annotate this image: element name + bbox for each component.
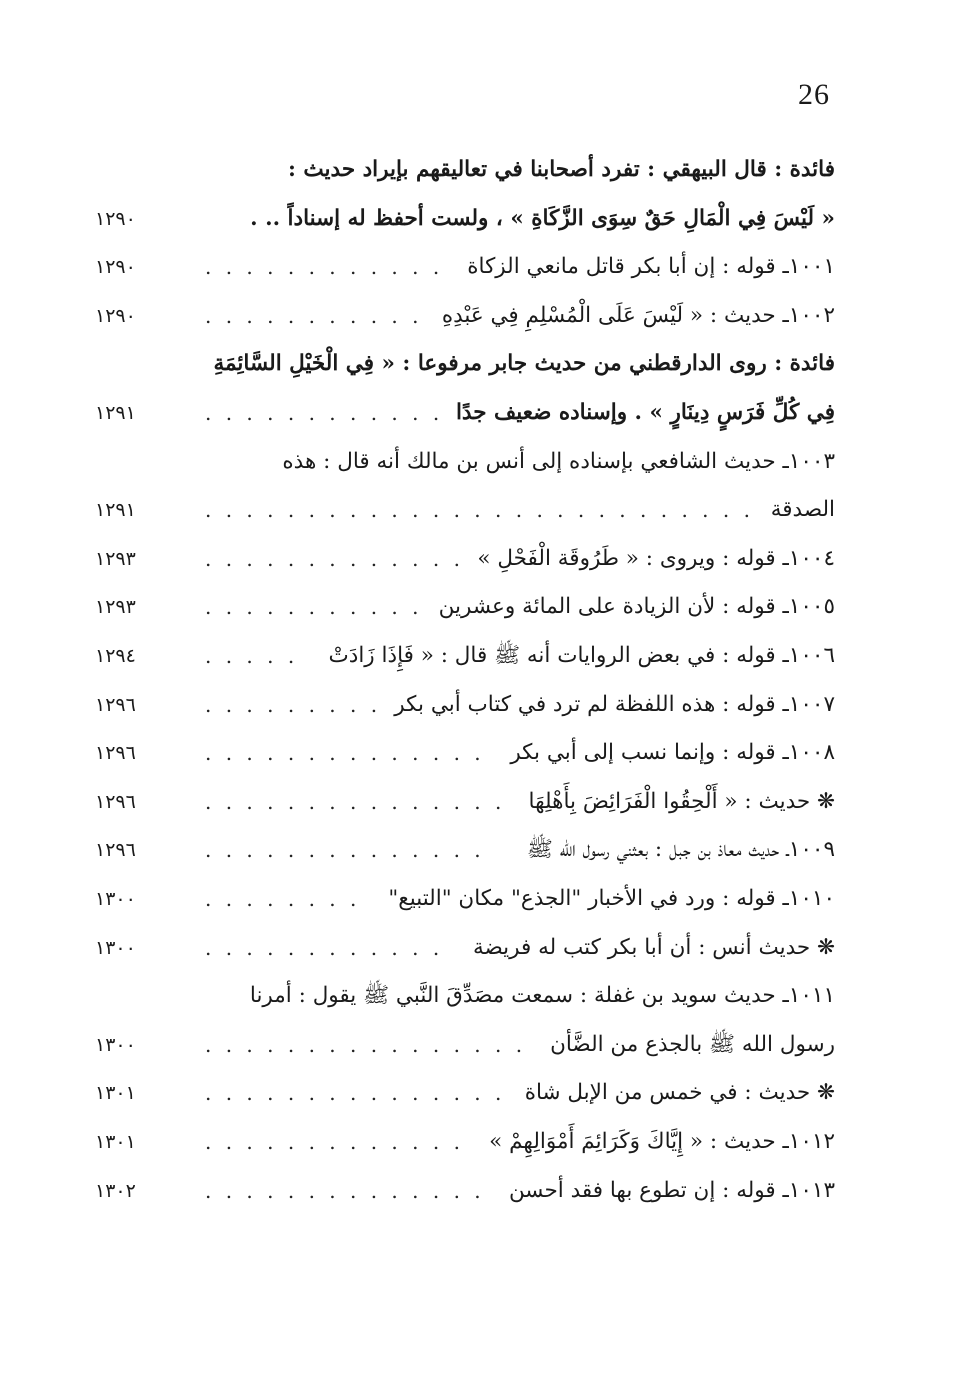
toc-entry-page-number: ١٢٩٤ xyxy=(95,645,136,667)
toc-entry-page-number: ١٣٠٠ xyxy=(95,1033,136,1056)
toc-entry xyxy=(95,1023,835,1067)
toc-entry xyxy=(95,634,835,678)
toc-leader-dots: . . . . . . . . . . . . xyxy=(205,935,444,960)
toc-entry xyxy=(95,877,835,921)
toc-entry-text: « لَيْسَ فِي الْمَالِ حَقٌ سِوَى الزَّكَاةِ » ، ولست أحفظ له إسناداً .. . xyxy=(250,205,835,231)
toc-entry-page-number: ١٣٠١ xyxy=(95,1082,136,1105)
toc-entry xyxy=(95,197,835,241)
toc-entry-text: ١٠٠١ـ قوله : إن أبا بكر قاتل مانعي الزكاة xyxy=(467,254,835,280)
toc-entry-text: الصدقة xyxy=(770,497,835,523)
toc-leader-dots: . . . . . . . . xyxy=(205,887,361,911)
toc-entry xyxy=(95,1071,835,1115)
toc-entry-text: رسول الله ﷺ بالجذع من الضَّأن xyxy=(550,1031,835,1057)
toc-leader-dots: . . . . . . . . . . . . . . xyxy=(205,838,485,863)
toc-entry-page-number: ١٢٩٣ xyxy=(95,596,136,619)
toc-leader-dots: . . . . . . . . . . . xyxy=(205,303,423,328)
toc-entry-page-number: ١٣٠٢ xyxy=(95,1179,136,1202)
page-number: 26 xyxy=(798,78,830,111)
toc-entry-text: فائدة : قال البيهقي : تفرد أصحابنا في تعاليقهم بإيراد حديث : xyxy=(288,157,835,182)
toc-entry-text: ١٠٠٨ـ قوله : وإنما نسب إلى أبي بكر xyxy=(510,740,835,766)
toc-leader-dots: . . . . . . . . . . . . . . . . xyxy=(205,1032,527,1057)
toc-entry xyxy=(95,440,835,484)
toc-leader-dots: . . . . . . . . . . . . . . . xyxy=(205,1081,506,1106)
toc-entry-page-number: ١٢٩١ xyxy=(95,499,136,522)
toc-entry xyxy=(95,926,835,970)
toc-entry-page-number: ١٣٠٠ xyxy=(95,936,136,959)
toc-entry-text: ❋ حديث : « أَلْحِقُوا الْفَرَائِضَ بِأَهْلِهَا xyxy=(528,788,835,814)
toc-entry-page-number: ١٢٩٦ xyxy=(95,839,136,862)
toc-entry xyxy=(95,731,835,775)
toc-entry xyxy=(95,585,835,629)
toc-entry xyxy=(95,537,835,581)
toc-entry-text: ١٠٠٤ـ قوله : ويروى : « طَرُوقَة الْفَحْلِ » xyxy=(477,545,835,571)
toc-leader-dots: . . . . . . . . . . . . . . xyxy=(205,741,485,766)
toc-entry-page-number: ١٢٩١ xyxy=(95,402,136,424)
toc-leader-dots: . . . . . . . . . . . . . . xyxy=(205,1178,485,1203)
toc-leader-dots: . . . . . . . . . . . . . xyxy=(205,1130,464,1154)
toc-entry xyxy=(95,391,835,435)
toc-entry xyxy=(95,780,835,824)
toc-entry-text: ١٠٠٢ـ حديث : « لَيْسَ عَلَى الْمُسْلِمِ فِي عَبْدِهِ xyxy=(441,302,835,328)
toc-entry-page-number: ١٢٩٠ xyxy=(95,207,136,230)
toc-entry-text: ١٠٠٦ـ قوله : في بعض الروايات أنه ﷺ قال : « فَإِذَا زَادَتْ xyxy=(328,643,835,668)
toc-entry xyxy=(95,828,835,872)
toc-leader-dots: . . . . . . . . . . . . . xyxy=(205,546,464,571)
toc-leader-dots: . . . . . xyxy=(205,644,299,668)
toc-leader-dots: . . . . . . . . . . . . . . . . . . . . . . . . . . . xyxy=(205,498,754,523)
toc-entry-text: ١٠١٠ـ قوله : ورد في الأخبار "الجذع" مكان "التبيع" xyxy=(388,886,835,911)
toc-entry-text: ١٠٠٣ـ حديث الشافعي بإسناده إلى أنس بن مالك أنه قال : هذه xyxy=(282,448,835,474)
toc-entry-page-number: ١٣٠١ xyxy=(95,1131,136,1153)
toc-leader-dots: . . . . . . . . . xyxy=(205,692,382,717)
toc-entry-text: ١٠١١ـ حديث سويد بن غفلة : سمعت مصَدِّقَ النَّبي ﷺ يقول : أمرنا xyxy=(249,983,835,1009)
toc-entry xyxy=(95,148,835,192)
toc-entry xyxy=(95,683,835,727)
toc-entry xyxy=(95,488,835,532)
toc-entry-text: فِي كُلِّ فَرَسٍ دِينَارٍ » . وإسناده ضعيف جدًا xyxy=(455,400,835,425)
toc-entry-text: ❋ حديث أنس : أن أبا بكر كتب له فريضة xyxy=(472,934,835,960)
toc-entry-text: ١٠٠٧ـ قوله : هذه اللفظة لم ترد في كتاب أبي بكر xyxy=(394,691,835,717)
toc-entry-page-number: ١٢٩٦ xyxy=(95,742,136,765)
toc-leader-dots: . . . . . . . . . . . . . . . xyxy=(205,789,506,814)
toc-entry-text: ١٠١٣ـ قوله : إن تطوع بها فقد أحسن xyxy=(508,1177,835,1203)
toc-entry xyxy=(95,974,835,1018)
toc-leader-dots: . . . . . . . . . . . xyxy=(205,595,423,620)
toc-entry-text: ١٠٠٥ـ قوله : لأن الزيادة على المائة وعشرين xyxy=(438,594,835,620)
toc-entry-page-number: ١٣٠٠ xyxy=(95,888,136,910)
toc-entry-page-number: ١٢٩٦ xyxy=(95,790,136,813)
toc-entry-page-number: ١٢٩٠ xyxy=(95,256,136,279)
toc-entry xyxy=(95,245,835,289)
toc-entry-text: فائدة : روى الدارقطني من حديث جابر مرفوعا : « فِي الْخَيْلِ السَّائِمَةِ xyxy=(213,351,835,377)
toc-leader-dots: . . . . . . . . . . . . xyxy=(205,401,444,425)
toc-entry xyxy=(95,294,835,338)
toc-entry-page-number: ١٢٩٣ xyxy=(95,547,136,570)
toc-entry-page-number: ١٢٩٠ xyxy=(95,304,136,327)
toc-entry-text: ١٠٠٩ـ حديث معاذ بن جبل : بعثني رسول الله ﷺ xyxy=(526,837,835,863)
toc-entry-page-number: ١٢٩٦ xyxy=(95,693,136,716)
toc-entry xyxy=(95,342,835,386)
toc-leader-dots: . . . . . . . . . . . . xyxy=(205,255,444,280)
toc-entry-text: ❋ حديث : في خمس من الإبل شاة xyxy=(524,1080,835,1106)
toc-entry xyxy=(95,1169,835,1213)
toc-entry-text: ١٠١٢ـ حديث : « إِيَّاكَ وَكَرَائِمَ أَمْوَالِهِمْ » xyxy=(489,1129,835,1154)
toc-entry xyxy=(95,1120,835,1164)
